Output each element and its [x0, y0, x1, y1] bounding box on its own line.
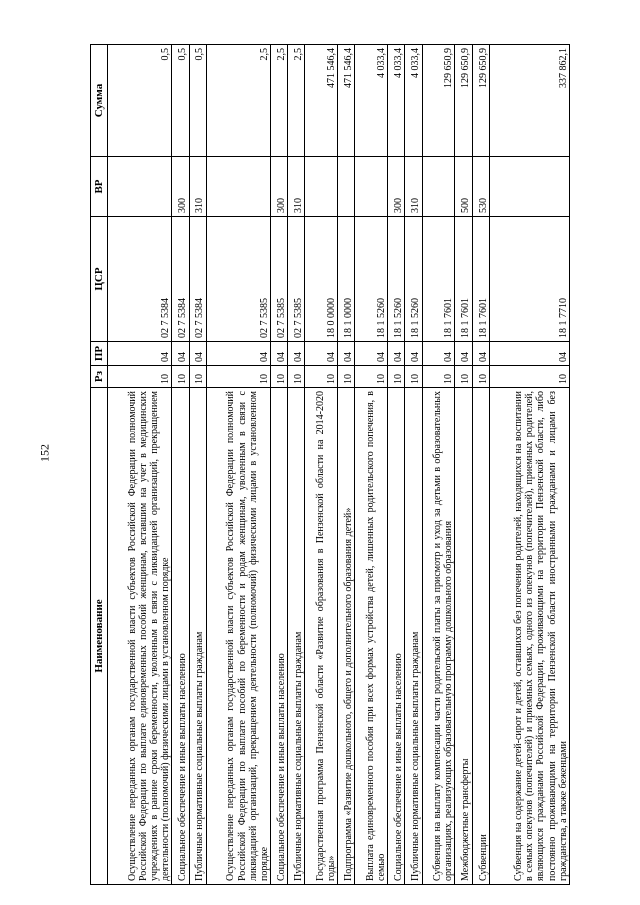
cell-pr: 04 — [422, 342, 455, 366]
cell-name: Субвенции — [472, 388, 489, 885]
table-row — [355, 45, 388, 885]
cell-sum: 471 546,4 — [338, 45, 355, 157]
cell-rz: 10 — [422, 366, 455, 388]
cell-sum: 129 650,9 — [422, 45, 455, 157]
table-row — [472, 45, 489, 885]
cell-vr: 530 — [472, 157, 489, 217]
cell-rz: 10 — [305, 366, 338, 388]
cell-sum: 0,5 — [189, 45, 206, 157]
cell-csr: 18 1 5260 — [405, 217, 422, 342]
cell-pr: 04 — [108, 342, 172, 366]
table-row — [271, 45, 288, 885]
cell-name: Публичные нормативные социальные выплаты гражданам — [288, 388, 305, 885]
cell-csr: 02 7 5385 — [206, 217, 270, 342]
table-row — [288, 45, 305, 885]
cell-name: Социальное обеспечение и иные выплаты населению — [271, 388, 288, 885]
cell-sum: 2,5 — [271, 45, 288, 157]
cell-csr: 18 1 0000 — [338, 217, 355, 342]
cell-csr: 18 1 7710 — [489, 217, 569, 342]
cell-sum: 2,5 — [206, 45, 270, 157]
budget-table — [90, 44, 570, 885]
cell-sum: 129 650,9 — [472, 45, 489, 157]
cell-name: Публичные нормативные социальные выплаты гражданам — [189, 388, 206, 885]
cell-vr: 300 — [271, 157, 288, 217]
cell-name: Публичные нормативные социальные выплаты гражданам — [405, 388, 422, 885]
cell-rz: 10 — [172, 366, 189, 388]
cell-name: Осуществление переданных органам государственной власти субъектов Российской Федерации полномочий Российской Федерации по выплате единовременных пособий женщинам, вставшим на учет в медицинских учреждениях в ранние сроки беременности, уволенным в связи с ликвидацией организаций, прекращением деятельности (полномочий) физическими лицами в установленном порядке — [108, 388, 172, 885]
cell-rz: 10 — [405, 366, 422, 388]
cell-rz: 10 — [355, 366, 388, 388]
cell-pr: 04 — [206, 342, 270, 366]
cell-name: Подпрограмма «Развитие дошкольного, общего и дополнительного образования детей» — [338, 388, 355, 885]
cell-name: Государственная программа Пензенской области «Развитие образования в Пензенской области на 2014-2020 годы» — [305, 388, 338, 885]
header-pr: ПР — [91, 342, 108, 366]
cell-pr: 04 — [489, 342, 569, 366]
cell-pr: 04 — [472, 342, 489, 366]
table-row — [305, 45, 338, 885]
cell-pr: 04 — [338, 342, 355, 366]
cell-pr: 04 — [355, 342, 388, 366]
cell-rz: 10 — [489, 366, 569, 388]
cell-rz: 10 — [338, 366, 355, 388]
table-row — [206, 45, 270, 885]
cell-csr: 18 1 5260 — [355, 217, 388, 342]
cell-name: Осуществление переданных органам государственной власти субъектов Российской Федерации полномочий Российской Федерации по выплате пособий по беременности и родам женщинам, уволенным в связи с ликвидацией организаций, прекращением деятельности (полномочий) физическими лицами в установленном порядке — [206, 388, 270, 885]
cell-sum: 0,5 — [172, 45, 189, 157]
cell-vr: 310 — [189, 157, 206, 217]
table-row — [455, 45, 472, 885]
cell-vr — [489, 157, 569, 217]
cell-csr: 18 1 7601 — [472, 217, 489, 342]
cell-pr: 04 — [305, 342, 338, 366]
cell-rz: 10 — [206, 366, 270, 388]
table-row — [388, 45, 405, 885]
cell-sum: 4 033,4 — [388, 45, 405, 157]
table-row — [338, 45, 355, 885]
table-row — [108, 45, 172, 885]
cell-name: Межбюджетные трансферты — [455, 388, 472, 885]
header-vr: ВР — [91, 157, 108, 217]
cell-pr: 04 — [288, 342, 305, 366]
cell-vr: 300 — [172, 157, 189, 217]
cell-csr: 02 7 5385 — [271, 217, 288, 342]
cell-pr: 04 — [172, 342, 189, 366]
table-row — [189, 45, 206, 885]
page-number: 152 — [37, 444, 52, 462]
cell-name: Субвенция на выплату компенсации части родительской платы за присмотр и уход за детьми в образовательных организациях, реализующих образовательную программу дошкольного образования — [422, 388, 455, 885]
cell-sum: 337 862,1 — [489, 45, 569, 157]
table-row — [172, 45, 189, 885]
cell-csr: 18 1 5260 — [388, 217, 405, 342]
header-rz: Рз — [91, 366, 108, 388]
cell-sum: 2,5 — [288, 45, 305, 157]
table-row — [489, 45, 569, 885]
cell-pr: 04 — [271, 342, 288, 366]
cell-name: Субвенция на содержание детей-сирот и детей, оставшихся без попечения родителей, находящихся на воспитании в семьях опекунов (попечителей) и приемных семьях, одного из опекунов (попечителей), приемных родителей, являющихся гражданами Российской Федерации, проживающими на территории Пензенской области, либо постоянно проживающими на территории Пензенской области иностранными гражданами и лицами без гражданства, а также беженцами — [489, 388, 569, 885]
cell-vr — [305, 157, 338, 217]
cell-sum: 0,5 — [108, 45, 172, 157]
cell-vr: 310 — [405, 157, 422, 217]
header-sum: Сумма — [91, 45, 108, 157]
cell-csr: 18 0 0000 — [305, 217, 338, 342]
header-csr: ЦСР — [91, 217, 108, 342]
cell-name: Социальное обеспечение и иные выплаты населению — [388, 388, 405, 885]
cell-vr — [206, 157, 270, 217]
table-header-row — [91, 45, 108, 885]
cell-pr: 04 — [455, 342, 472, 366]
cell-sum: 4 033,4 — [355, 45, 388, 157]
cell-rz: 10 — [108, 366, 172, 388]
cell-vr: 500 — [455, 157, 472, 217]
cell-rz: 10 — [271, 366, 288, 388]
cell-pr: 04 — [189, 342, 206, 366]
cell-rz: 10 — [455, 366, 472, 388]
table-row — [405, 45, 422, 885]
cell-rz: 10 — [189, 366, 206, 388]
cell-rz: 10 — [472, 366, 489, 388]
cell-vr: 310 — [288, 157, 305, 217]
cell-vr — [355, 157, 388, 217]
cell-pr: 04 — [388, 342, 405, 366]
rotated-page-content — [90, 45, 570, 885]
cell-vr: 300 — [388, 157, 405, 217]
cell-vr — [338, 157, 355, 217]
cell-sum: 129 650,9 — [455, 45, 472, 157]
cell-name: Выплата единовременного пособия при всех формах устройства детей, лишенных родительского попечения, в семью — [355, 388, 388, 885]
cell-pr: 04 — [405, 342, 422, 366]
cell-csr: 18 1 7601 — [455, 217, 472, 342]
table-row — [422, 45, 455, 885]
cell-csr: 02 7 5384 — [189, 217, 206, 342]
cell-vr — [108, 157, 172, 217]
cell-csr: 02 7 5384 — [108, 217, 172, 342]
cell-rz: 10 — [288, 366, 305, 388]
cell-name: Социальное обеспечение и иные выплаты населению — [172, 388, 189, 885]
header-name: Наименование — [91, 388, 108, 885]
cell-sum: 471 546,4 — [305, 45, 338, 157]
cell-sum: 4 033,4 — [405, 45, 422, 157]
cell-rz: 10 — [388, 366, 405, 388]
cell-csr: 02 7 5385 — [288, 217, 305, 342]
cell-vr — [422, 157, 455, 217]
cell-csr: 02 7 5384 — [172, 217, 189, 342]
cell-csr: 18 1 7601 — [422, 217, 455, 342]
